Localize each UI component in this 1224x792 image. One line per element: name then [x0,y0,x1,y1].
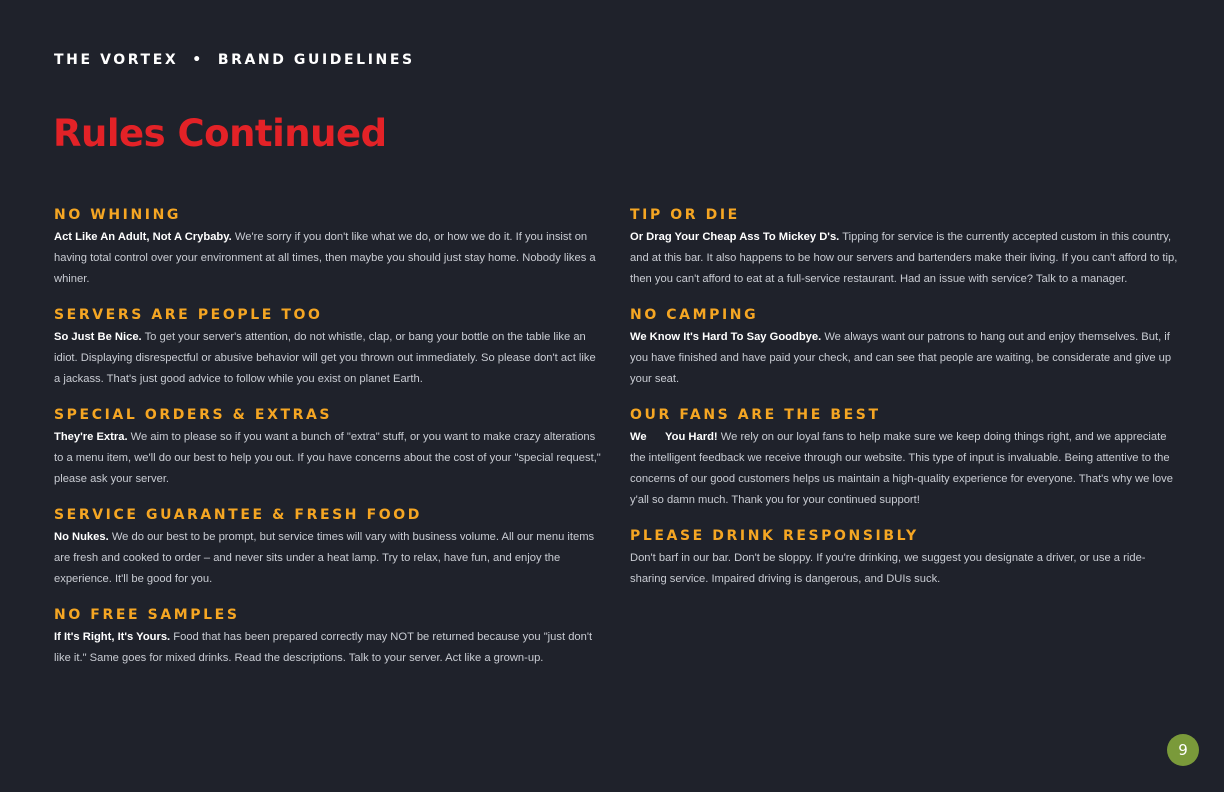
document-header [54,52,415,68]
section-lead: Act Like An Adult, Not A Crybaby. [54,231,232,243]
document-subtitle: BRAND GUIDELINES [217,52,415,68]
section-lead: Or Drag Your Cheap Ass To Mickey D's. [630,231,840,243]
rule-section-service-guarantee [54,506,602,590]
section-heading: OUR FANS ARE THE BEST [630,407,881,423]
section-body: We do our best to be prompt, but service times will vary with business volume. All our menu items are fresh and cooked to order – and never sits under a heat lamp. Try to relax, have fun, and enjoy the experience. It'll be good for you. [54,531,595,585]
section-lead: They're Extra. [54,431,128,443]
rule-section-no-whining [54,206,602,290]
section-lead: If It's Right, It's Yours. [54,631,171,643]
section-body: We aim to please so if you want a bunch of "extra" stuff, or you want to make crazy alterations to a menu item, we'll do our best to help you out. If you have concerns about the cost of your "special request," please ask your server. [54,431,601,485]
section-lead: No Nukes. [54,531,109,543]
section-heading: NO CAMPING [630,307,759,323]
section-lead: So Just Be Nice. [54,331,142,343]
section-heading: SPECIAL ORDERS & EXTRAS [54,407,333,423]
rule-section-servers-are-people-too [54,306,602,390]
section-text [54,227,602,290]
section-body: Tipping for service is the currently accepted custom in this country, and at this bar. It also happens to be how our servers and bartenders make their living. If you can't afford to tip, then you can't afford to eat at a full-service restaurant. Had an issue with service? Talk to a manager. [630,231,1178,285]
page-title: Rules Continued [53,112,387,155]
section-body: We're sorry if you don't like what we do, or how we do it. If you insist on having total control over your environment at all times, then maybe you should just stay home. Nobody likes a whiner. [54,231,596,285]
header-separator: • [192,52,204,68]
section-text [630,548,1178,590]
section-body: Don't barf in our bar. Don't be sloppy. If you're drinking, we suggest you designate a driver, or use a ride-sharing service. Impaired driving is dangerous, and DUIs suck. [630,552,1146,585]
section-body: We rely on our loyal fans to help make sure we keep doing things right, and we appreciate the intelligent feedback we receive through our website. This type of input is invaluable. Being attentive to the concerns of our good customers helps us maintain a high-quality experience for everyone. That's why we love y'all so damn much. Thank you for your continued support! [630,431,1173,506]
page-number-badge: 9 [1167,734,1199,766]
right-column [630,206,1178,606]
section-text [54,627,602,669]
rule-section-no-camping [630,306,1178,390]
section-heading: SERVICE GUARANTEE & FRESH FOOD [54,507,422,523]
section-text [630,227,1178,290]
brand-name: THE VORTEX [54,52,179,68]
section-body: Food that has been prepared correctly may NOT be returned because you "just don't like it." Same goes for mixed drinks. Read the descriptions. Talk to your server. Act like a grown-up. [54,631,593,664]
rule-section-tip-or-die [630,206,1178,290]
rule-section-our-fans-are-the-best [630,406,1178,511]
rule-section-please-drink-responsibly [630,527,1178,590]
section-text [630,427,1178,511]
section-body: We always want our patrons to hang out and enjoy themselves. But, if you have finished and have paid your check, and can see that people are waiting, be considerate and give up your seat. [630,331,1172,385]
section-heading: TIP OR DIE [630,207,740,223]
section-heading: SERVERS ARE PEOPLE TOO [54,307,323,323]
rule-section-special-orders [54,406,602,490]
section-lead: We Know It's Hard To Say Goodbye. [630,331,822,343]
section-text [54,427,602,490]
section-heading: PLEASE DRINK RESPONSIBLY [630,528,919,544]
section-heading: NO FREE SAMPLES [54,607,240,623]
section-text [54,527,602,590]
section-heading: NO WHINING [54,207,181,223]
section-text [54,327,602,390]
section-body: To get your server's attention, do not whistle, clap, or bang your bottle on the table like an idiot. Displaying disrespectful or abusive behavior will get you thrown out immediately. So please don't act like a jackass. That's just good advice to follow while you exist on planet Earth. [54,331,596,385]
rule-section-no-free-samples [54,606,602,669]
section-lead: We You Hard! [630,431,718,443]
left-column [54,206,602,685]
section-text [630,327,1178,390]
